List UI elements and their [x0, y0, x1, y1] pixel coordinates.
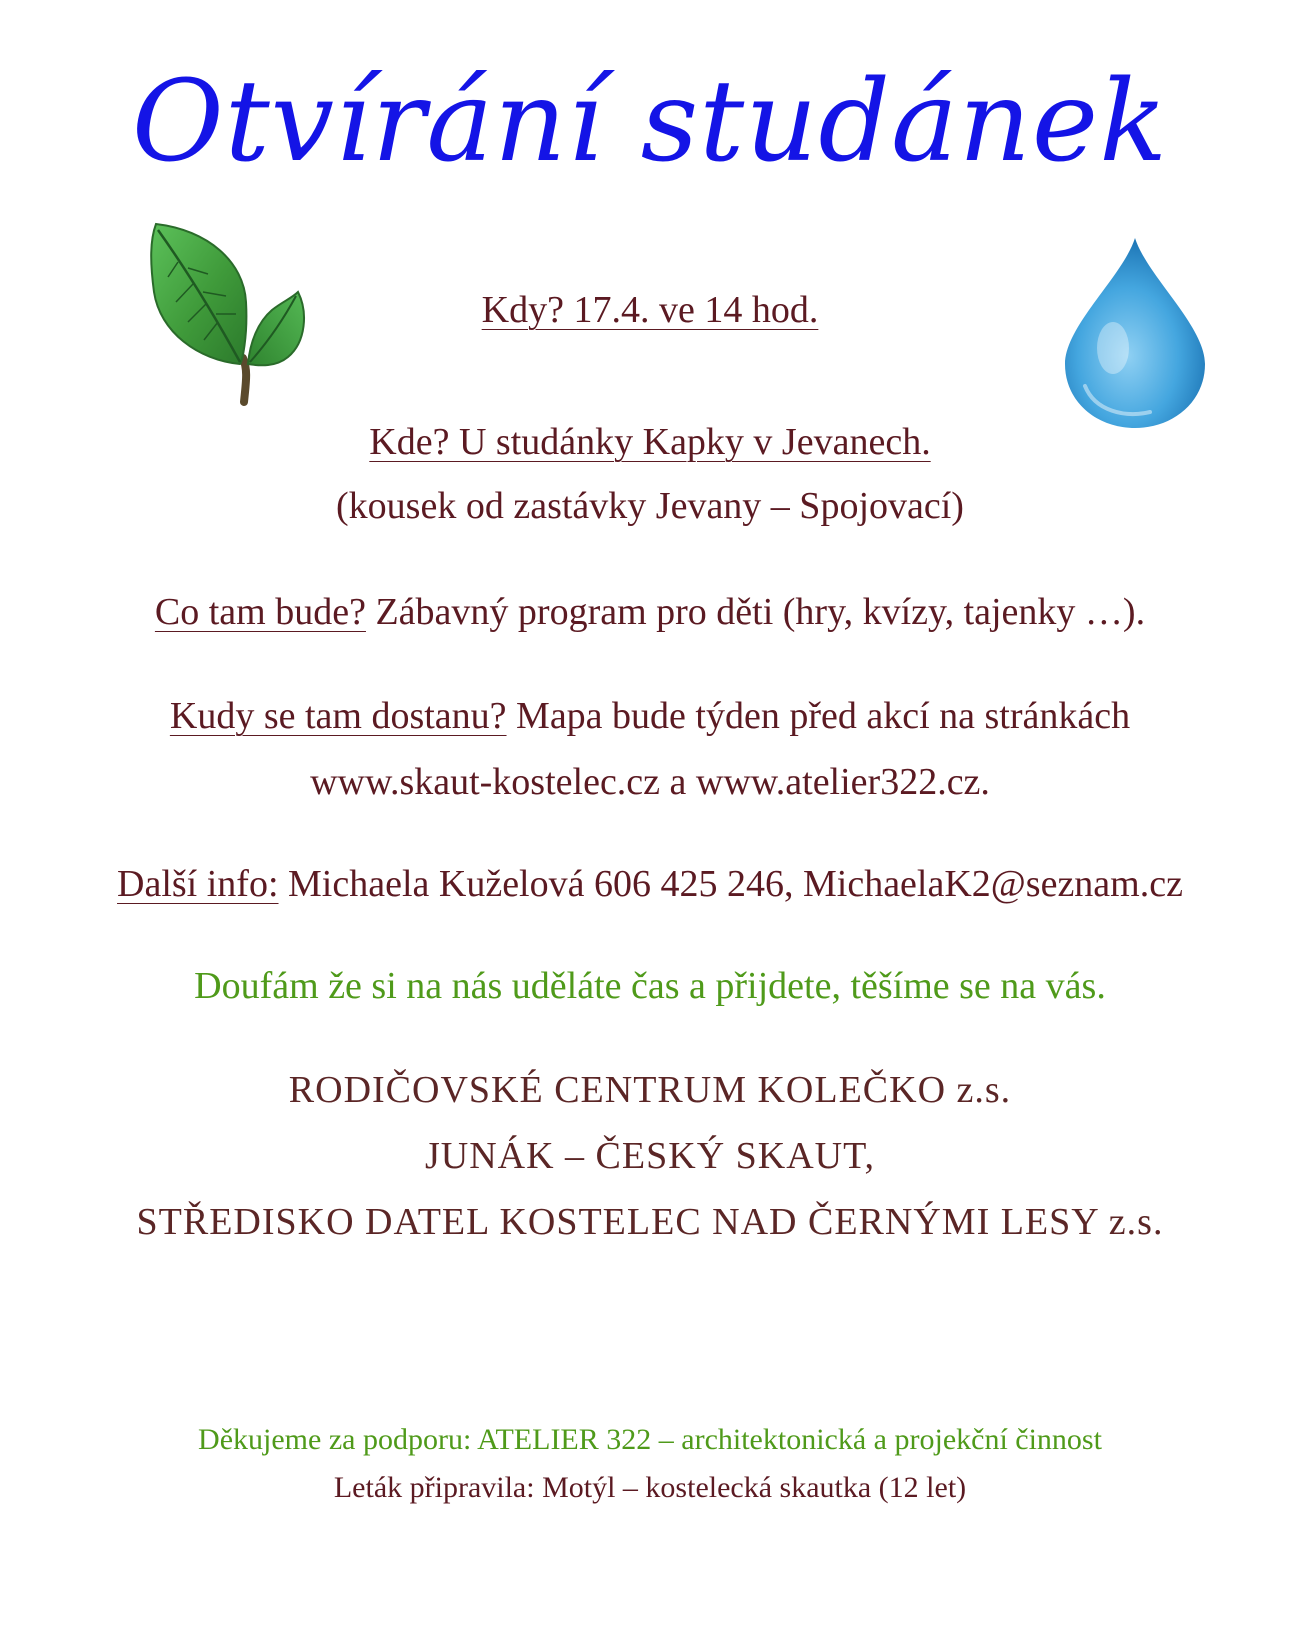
- route-text: Mapa bude týden před akcí na stránkách: [506, 695, 1131, 737]
- info-label: Další info:: [117, 863, 279, 905]
- program-label: Co tam bude?: [154, 591, 366, 633]
- organizer-line-1: RODIČOVSKÉ CENTRUM KOLEČKO z.s.: [288, 1069, 1012, 1111]
- page-title: Otvírání studánek: [131, 57, 1169, 187]
- where-label: Kde? U studánky Kapky v Jevanech.: [369, 421, 931, 463]
- info-text: Michaela Kuželová 606 425 246, MichaelaK2@seznam.cz: [278, 863, 1183, 905]
- route-links: www.skaut-kostelec.cz a www.atelier322.cz.: [310, 761, 990, 803]
- where-note: (kousek od zastávky Jevany – Spojovací): [336, 485, 964, 527]
- when-line: [0, 286, 1300, 334]
- route-line: [0, 692, 1300, 740]
- water-drop-icon: [1055, 236, 1215, 436]
- route-label: Kudy se tam dostanu?: [169, 695, 507, 737]
- invite-text: Doufám že si na nás uděláte čas a přijdete, těšíme se na vás.: [194, 965, 1106, 1007]
- program-text: Zábavný program pro děti (hry, kvízy, tajenky …).: [365, 591, 1146, 633]
- info-line: [0, 860, 1300, 908]
- program-line: [0, 588, 1300, 636]
- where-line: [0, 418, 1300, 466]
- organizer-line-2: JUNÁK – ČESKÝ SKAUT,: [425, 1135, 875, 1177]
- footer-author: Leták připravila: Motýl – kostelecká skautka (12 let): [333, 1471, 967, 1504]
- when-label: Kdy? 17.4. ve 14 hod.: [481, 289, 819, 331]
- footer-thanks: Děkujeme za podporu: ATELIER 322 – architektonická a projekční činnost: [198, 1423, 1102, 1456]
- organizer-line-3: STŘEDISKO DATEL KOSTELEC NAD ČERNÝMI LESY z.s.: [136, 1201, 1164, 1243]
